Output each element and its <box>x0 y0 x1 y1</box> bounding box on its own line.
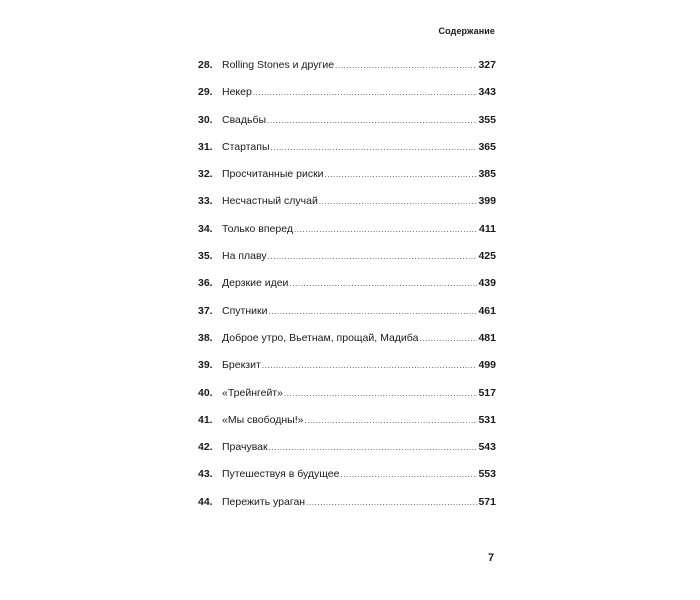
toc-entry-page: 517 <box>478 386 496 399</box>
toc-entry-number: 42. <box>198 441 213 454</box>
toc-entry-title: Несчастный случай <box>222 195 318 208</box>
toc-entry-title: Брекзит <box>222 359 261 372</box>
toc-entry-title: Стартапы <box>222 140 270 153</box>
running-head: Содержание <box>438 26 495 36</box>
dot-leader <box>325 170 478 179</box>
toc-entry <box>198 414 496 441</box>
table-of-contents <box>198 59 496 523</box>
toc-entry-title: Rolling Stones и другие <box>222 59 335 71</box>
toc-entry-title: Просчитанные риски <box>222 168 324 181</box>
toc-entry <box>198 168 496 195</box>
toc-entry <box>198 277 496 304</box>
toc-entry <box>198 496 496 523</box>
toc-entry-page: 571 <box>478 495 496 508</box>
toc-entry-page: 385 <box>478 168 496 181</box>
dot-leader <box>267 116 477 125</box>
toc-entry-number: 41. <box>198 413 213 426</box>
dot-leader <box>294 225 478 234</box>
toc-entry-number: 29. <box>198 86 213 99</box>
toc-entry <box>198 359 496 386</box>
toc-entry <box>198 195 496 222</box>
toc-entry <box>198 387 496 414</box>
toc-entry-page: 499 <box>478 359 496 372</box>
page-number: 7 <box>488 552 495 564</box>
toc-entry-title: На плаву <box>222 250 267 263</box>
dot-leader <box>268 307 477 316</box>
toc-entry-number: 36. <box>198 277 213 290</box>
dot-leader <box>271 143 478 152</box>
toc-entry-number: 35. <box>198 250 213 263</box>
toc-entry-number: 28. <box>198 59 213 71</box>
toc-entry-page: 553 <box>478 468 496 481</box>
toc-entry <box>198 114 496 141</box>
dot-leader <box>269 443 478 452</box>
dot-leader <box>253 88 478 97</box>
toc-entry-page: 365 <box>478 140 496 153</box>
toc-entry-title: Только вперед <box>222 222 293 235</box>
dot-leader <box>335 61 477 70</box>
toc-entry-page: 439 <box>478 277 496 290</box>
toc-entry-page: 355 <box>478 113 496 126</box>
dot-leader <box>284 389 478 398</box>
toc-entry <box>198 59 496 86</box>
toc-entry-number: 43. <box>198 468 213 481</box>
toc-entry-number: 31. <box>198 140 213 153</box>
toc-entry-page: 461 <box>478 304 496 317</box>
toc-entry-number: 33. <box>198 195 213 208</box>
dot-leader <box>319 197 478 206</box>
toc-entry-title: Свадьбы <box>222 113 267 126</box>
toc-entry <box>198 305 496 332</box>
toc-entry-title: Пережить ураган <box>222 495 306 508</box>
toc-entry-number: 30. <box>198 113 213 126</box>
toc-entry <box>198 223 496 250</box>
toc-entry-number: 44. <box>198 495 213 508</box>
toc-entry-number: 39. <box>198 359 213 372</box>
toc-entry <box>198 86 496 113</box>
toc-entry-page: 543 <box>478 441 496 454</box>
toc-entry-page: 425 <box>478 250 496 263</box>
toc-entry-title: Путешествуя в будущее <box>222 468 340 481</box>
toc-entry <box>198 141 496 168</box>
dot-leader <box>419 334 477 343</box>
dot-leader <box>289 279 477 288</box>
toc-entry-number: 37. <box>198 304 213 317</box>
toc-entry <box>198 332 496 359</box>
toc-entry-page: 343 <box>478 86 496 99</box>
toc-entry-number: 40. <box>198 386 213 399</box>
toc-entry-title: Дерзкие идеи <box>222 277 289 290</box>
toc-entry-page: 481 <box>478 331 496 344</box>
toc-entry-number: 32. <box>198 168 213 181</box>
toc-entry-title: Доброе утро, Вьетнам, прощай, Мадиба <box>222 331 419 344</box>
toc-entry-page: 399 <box>478 195 496 208</box>
toc-entry-title: Некер <box>222 86 252 99</box>
dot-leader <box>268 252 478 261</box>
toc-entry-title: «Мы свободны!» <box>222 413 304 426</box>
toc-entry <box>198 250 496 277</box>
toc-entry-title: Спутники <box>222 304 268 317</box>
toc-entry <box>198 441 496 468</box>
toc-entry-number: 38. <box>198 331 213 344</box>
dot-leader <box>304 416 477 425</box>
dot-leader <box>341 470 478 479</box>
dot-leader <box>262 361 478 370</box>
toc-entry-page: 327 <box>478 59 496 71</box>
toc-entry-page: 411 <box>479 222 496 235</box>
toc-entry-number: 34. <box>198 222 213 235</box>
toc-entry-page: 531 <box>478 413 496 426</box>
dot-leader <box>306 498 477 507</box>
toc-entry-title: Прачувак <box>222 441 268 454</box>
toc-entry-title: «Трейнгейт» <box>222 386 283 399</box>
toc-entry <box>198 468 496 495</box>
